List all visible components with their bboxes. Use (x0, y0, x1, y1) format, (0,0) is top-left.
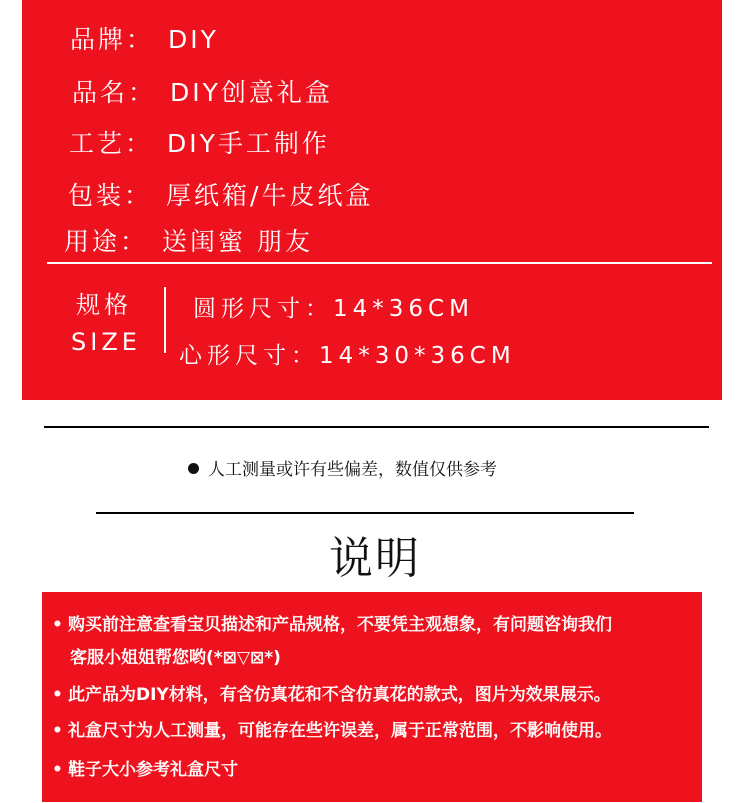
measurement-note-text: 人工测量或许有些偏差，数值仅供参考 (208, 460, 497, 480)
instruction-item-1-line2: 客服小姐姐帮您哟(*⊠▽⊠*) (70, 648, 281, 668)
separator-top (44, 426, 709, 428)
instruction-item-2 (52, 680, 611, 705)
instruction-item-1-line1: 购买前注意查看宝贝描述和产品规格，不要凭主观想象，有问题咨询我们 (68, 615, 612, 635)
bullet-icon: • (52, 721, 63, 741)
bullet-icon: • (52, 685, 63, 705)
instruction-item-3 (52, 716, 612, 741)
instruction-item-1 (52, 610, 612, 668)
spec-package-label: 包装： (68, 181, 153, 210)
spec-usage-label: 用途： (64, 227, 149, 256)
spec-package (68, 176, 373, 212)
separator-title (96, 512, 634, 514)
spec-panel (22, 0, 722, 400)
spec-name (72, 73, 333, 109)
spec-brand (70, 20, 219, 56)
instruction-item-4 (52, 755, 238, 780)
spec-package-value: 厚纸箱/牛皮纸盒 (166, 181, 374, 210)
size-label-en: SIZE (71, 328, 141, 356)
bullet-icon: • (52, 760, 63, 780)
section-title: 说明 (329, 533, 421, 584)
spec-usage (64, 222, 313, 258)
measurement-note (188, 455, 497, 480)
bullet-icon: • (52, 615, 63, 635)
round-size: 圆形尺寸：14*36CM (193, 296, 474, 322)
spec-brand-value: DIY (168, 25, 219, 54)
spec-divider (47, 262, 712, 264)
heart-size: 心形尺寸：14*30*36CM (179, 343, 516, 369)
spec-craft (69, 124, 330, 160)
spec-brand-label: 品牌： (70, 25, 155, 54)
spec-craft-label: 工艺： (69, 129, 154, 158)
size-label-cn: 规格 (76, 291, 132, 319)
instructions-panel (42, 592, 702, 802)
bullet-dot-icon (188, 463, 199, 474)
spec-name-label: 品名： (72, 78, 157, 107)
spec-name-value: DIY创意礼盒 (170, 78, 333, 107)
instruction-item-2-text: 此产品为DIY材料，有含仿真花和不含仿真花的款式，图片为效果展示。 (68, 685, 611, 705)
instruction-item-4-text: 鞋子大小参考礼盒尺寸 (68, 760, 238, 780)
spec-craft-value: DIY手工制作 (167, 129, 330, 158)
size-divider (164, 287, 166, 353)
spec-usage-value: 送闺蜜 朋友 (162, 227, 313, 256)
instruction-item-3-text: 礼盒尺寸为人工测量，可能存在些许误差，属于正常范围，不影响使用。 (68, 721, 612, 741)
